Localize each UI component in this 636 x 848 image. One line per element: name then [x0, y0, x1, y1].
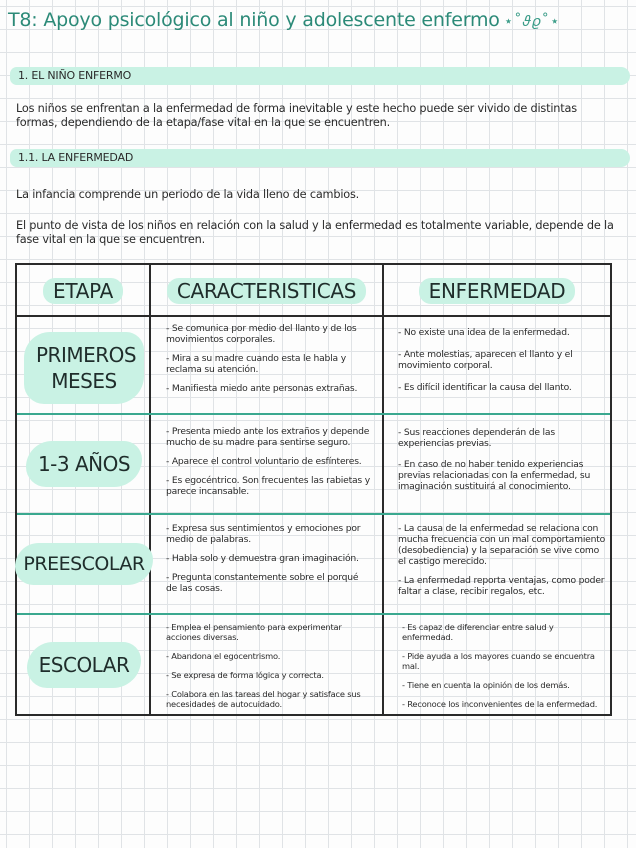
stage-label: ESCOLAR	[27, 642, 142, 688]
header-caracteristicas-label: CARACTERISTICAS	[167, 278, 366, 304]
illness-cell	[398, 523, 608, 605]
header-etapa	[17, 269, 149, 313]
illness-cell	[398, 327, 603, 401]
section-heading-1	[10, 67, 630, 85]
list-item: - Pide ayuda a los mayores cuando se encuentra mal.	[402, 651, 595, 671]
list-item: - Es egocéntrico. Son frecuentes las rabietas y parece incansable.	[166, 475, 370, 497]
header-enfermedad-label: ENFERMEDAD	[419, 278, 576, 304]
list-item: - Colabora en las tareas del hogar y satisface sus necesidades de autocuidado.	[166, 689, 361, 709]
title-decoration: ⋆˚𝜗𝜚˚⋆	[503, 12, 561, 30]
section-heading-2	[10, 149, 630, 167]
section-heading-2-text: 1.1. LA ENFERMEDAD	[18, 151, 134, 164]
stages-table	[15, 263, 612, 716]
list-item: - Tiene en cuenta la opinión de los demás.	[402, 680, 570, 690]
list-item: - Se expresa de forma lógica y correcta.	[166, 670, 324, 680]
characteristics-cell	[166, 426, 371, 505]
column-divider	[382, 265, 384, 714]
paragraph-2: El punto de vista de los niños en relación con la salud y la enfermedad es totalmente variable, depende de la fase vital en la que se encuentren.	[16, 219, 614, 246]
list-item: - Reconoce los inconvenientes de la enfermedad.	[402, 699, 598, 709]
characteristics-cell	[166, 622, 371, 718]
stage-cell	[17, 515, 151, 613]
list-item: - Mira a su madre cuando esta le habla y reclama su atención.	[166, 353, 346, 375]
list-item: - Se comunica por medio del llanto y de los movimientos corporales.	[166, 323, 357, 345]
header-enfermedad	[384, 269, 610, 313]
page-title	[8, 9, 628, 31]
characteristics-cell	[166, 523, 371, 602]
list-item: - Es difícil identificar la causa del llanto.	[398, 382, 572, 393]
stage-label: PRIMEROS MESES	[24, 332, 144, 404]
illness-cell	[402, 622, 602, 718]
list-item: - Ante molestias, aparecen el llanto y el movimiento corporal.	[398, 349, 573, 371]
list-item: - Abandona el egocentrismo.	[166, 651, 281, 661]
header-caracteristicas	[151, 269, 382, 313]
list-item: - Expresa sus sentimientos y emociones por medio de palabras.	[166, 523, 361, 545]
paragraph-1: La infancia comprende un periodo de la vida lleno de cambios.	[16, 188, 360, 201]
illness-cell	[398, 427, 603, 500]
header-divider	[17, 315, 610, 317]
title-text: T8: Apoyo psicológico al niño y adolescente enfermo	[8, 9, 500, 31]
list-item: - Manifiesta miedo ante personas extrañas.	[166, 383, 358, 394]
list-item: - Sus reacciones dependerán de las experiencias previas.	[398, 427, 555, 449]
list-item: - No existe una idea de la enfermedad.	[398, 327, 570, 338]
list-item: - Emplea el pensamiento para experimentar acciones diversas.	[166, 622, 342, 642]
stage-cell	[17, 321, 151, 415]
stage-cell	[17, 415, 151, 513]
list-item: - Presenta miedo ante los extraños y depende mucho de su madre para sentirse seguro.	[166, 426, 370, 448]
list-item: - En caso de no haber tenido experiencias previas relacionadas con la enfermedad, su imaginación sustituirá al conocimiento.	[398, 459, 591, 492]
list-item: - La enfermedad reporta ventajas, como poder faltar a clase, recibir regalos, etc.	[398, 575, 605, 597]
list-item: - La causa de la enfermedad se relaciona con mucha frecuencia con un mal comportamiento (desobediencia) y la separación se vive como el castigo merecido.	[398, 523, 606, 567]
list-item: - Pregunta constantemente sobre el porqué de las cosas.	[166, 572, 359, 594]
list-item: - Aparece el control voluntario de esfínteres.	[166, 456, 362, 467]
intro-paragraph: Los niños se enfrentan a la enfermedad de forma inevitable y este hecho puede ser vivido de distintas formas, dependiendo de la etapa/fase vital en la que se encuentren.	[16, 102, 577, 129]
stage-cell	[17, 615, 151, 714]
section-heading-1-text: 1. EL NIÑO ENFERMO	[18, 69, 132, 82]
stage-label: 1-3 AÑOS	[26, 441, 142, 487]
list-item: - Habla solo y demuestra gran imaginación.	[166, 553, 359, 564]
stage-label: PREESCOLAR	[15, 543, 152, 585]
header-etapa-label: ETAPA	[43, 278, 123, 304]
characteristics-cell	[166, 323, 371, 402]
list-item: - Es capaz de diferenciar entre salud y enfermedad.	[402, 622, 554, 642]
